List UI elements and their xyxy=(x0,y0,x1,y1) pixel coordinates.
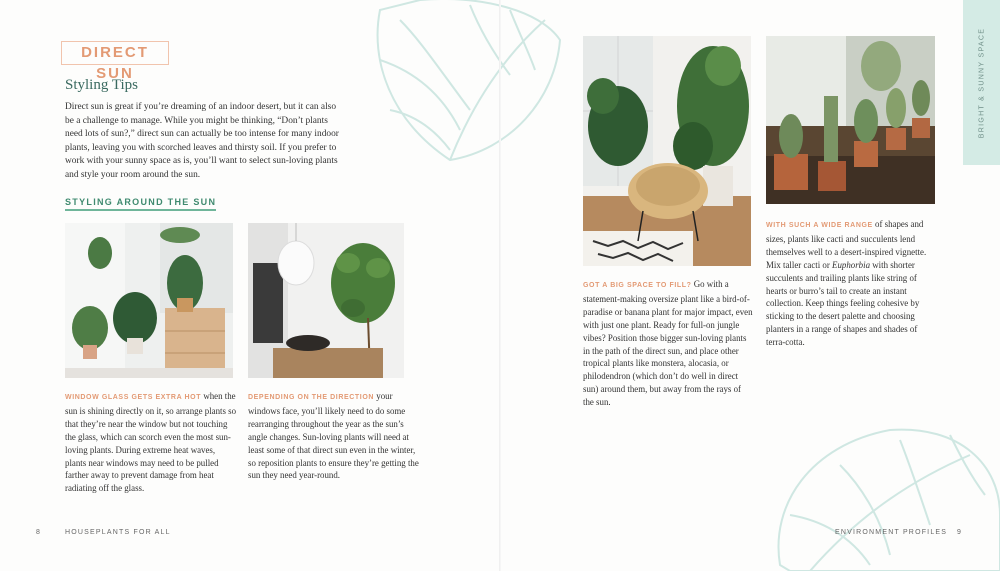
caption-big-space xyxy=(583,278,753,409)
section-tag: DIRECT SUN xyxy=(61,41,169,65)
caption-text: of shapes and sizes, plants like cacti and succulents lend themselves well to a desert-inspired vignette. Mix taller cacti or xyxy=(766,219,927,270)
photo-cacti-collection xyxy=(766,36,935,204)
page-gutter xyxy=(499,0,501,571)
photo-fiddle-leaf-fig xyxy=(248,223,404,378)
photo-plants-by-window xyxy=(65,223,233,378)
caption-wide-range xyxy=(766,218,938,349)
caption-lead: GOT A BIG SPACE TO FILL? xyxy=(583,282,692,289)
section-side-tab xyxy=(963,0,1000,165)
caption-text: when the sun is shining directly on it, so arrange plants so that they’re near the window but not touching the glass, which can scorch even the most sun-loving plants. During extreme heat waves, plants near windows may need to be pulled farther away to prevent damage from heat radiating off the glass. xyxy=(65,391,237,494)
caption-text: your windows face, you’ll likely need to do some rearranging throughout the year as the sun’s angle changes. Sun-loving plants will need at least some of that direct sun even in the winter, so reposition plants to ensure they’re getting the sun they need year-round. xyxy=(248,391,419,481)
section-subheading: STYLING AROUND THE SUN xyxy=(65,197,216,211)
caption-window-glass xyxy=(65,390,237,495)
caption-direction xyxy=(248,390,420,482)
side-tab-label: BRIGHT & SUNNY SPACE xyxy=(978,27,985,138)
caption-text: with shorter succulents and trailing plants like string of hearts or burro’s tail to create an instant collection. Keep things feeling cohesive by sticking to the desert palette and choosing planters in a range of shapes and shades of terra-cotta. xyxy=(766,259,920,348)
caption-lead: WITH SUCH A WIDE RANGE xyxy=(766,222,873,229)
monstera-leaf-icon-top xyxy=(360,0,565,170)
intro-paragraph: Direct sun is great if you’re dreaming of an indoor desert, but it can also be a challenge to manage. While you might be thinking, “Don’t plants need lots of sun?,” direct sun can actually be too intense for many indoor plants, leaving you with scorched leaves and thirsty soil. If you prefer to work with your sunny space as is, you’ll want to select sun-loving plants and style your room around the sun. xyxy=(65,102,339,180)
page-number-left: 8 xyxy=(36,529,42,536)
monstera-leaf-icon-bottom xyxy=(770,425,1000,571)
caption-lead: DEPENDING ON THE DIRECTION xyxy=(248,394,375,401)
running-title-right: ENVIRONMENT PROFILES xyxy=(835,529,948,536)
photo-rattan-chair-plants xyxy=(583,36,751,266)
caption-lead: WINDOW GLASS GETS EXTRA HOT xyxy=(65,394,202,401)
caption-text: Go with a statement-making oversize plant like a bird-of-paradise or banana plant for major impact, even with just one plant. Ready for full-on jungle vibes? Position those bigger sun-loving plants in the path of the direct sun, and place other tropical plants like monstera, alocasia, or philodendron (which don’t do well in direct sun) around them, but away from the rays of the sun. xyxy=(583,279,753,408)
running-title-left: HOUSEPLANTS FOR ALL xyxy=(65,529,171,536)
caption-italic: Euphorbia xyxy=(832,259,871,270)
subhead: Styling Tips xyxy=(65,77,138,93)
page-number-right: 9 xyxy=(957,529,963,536)
